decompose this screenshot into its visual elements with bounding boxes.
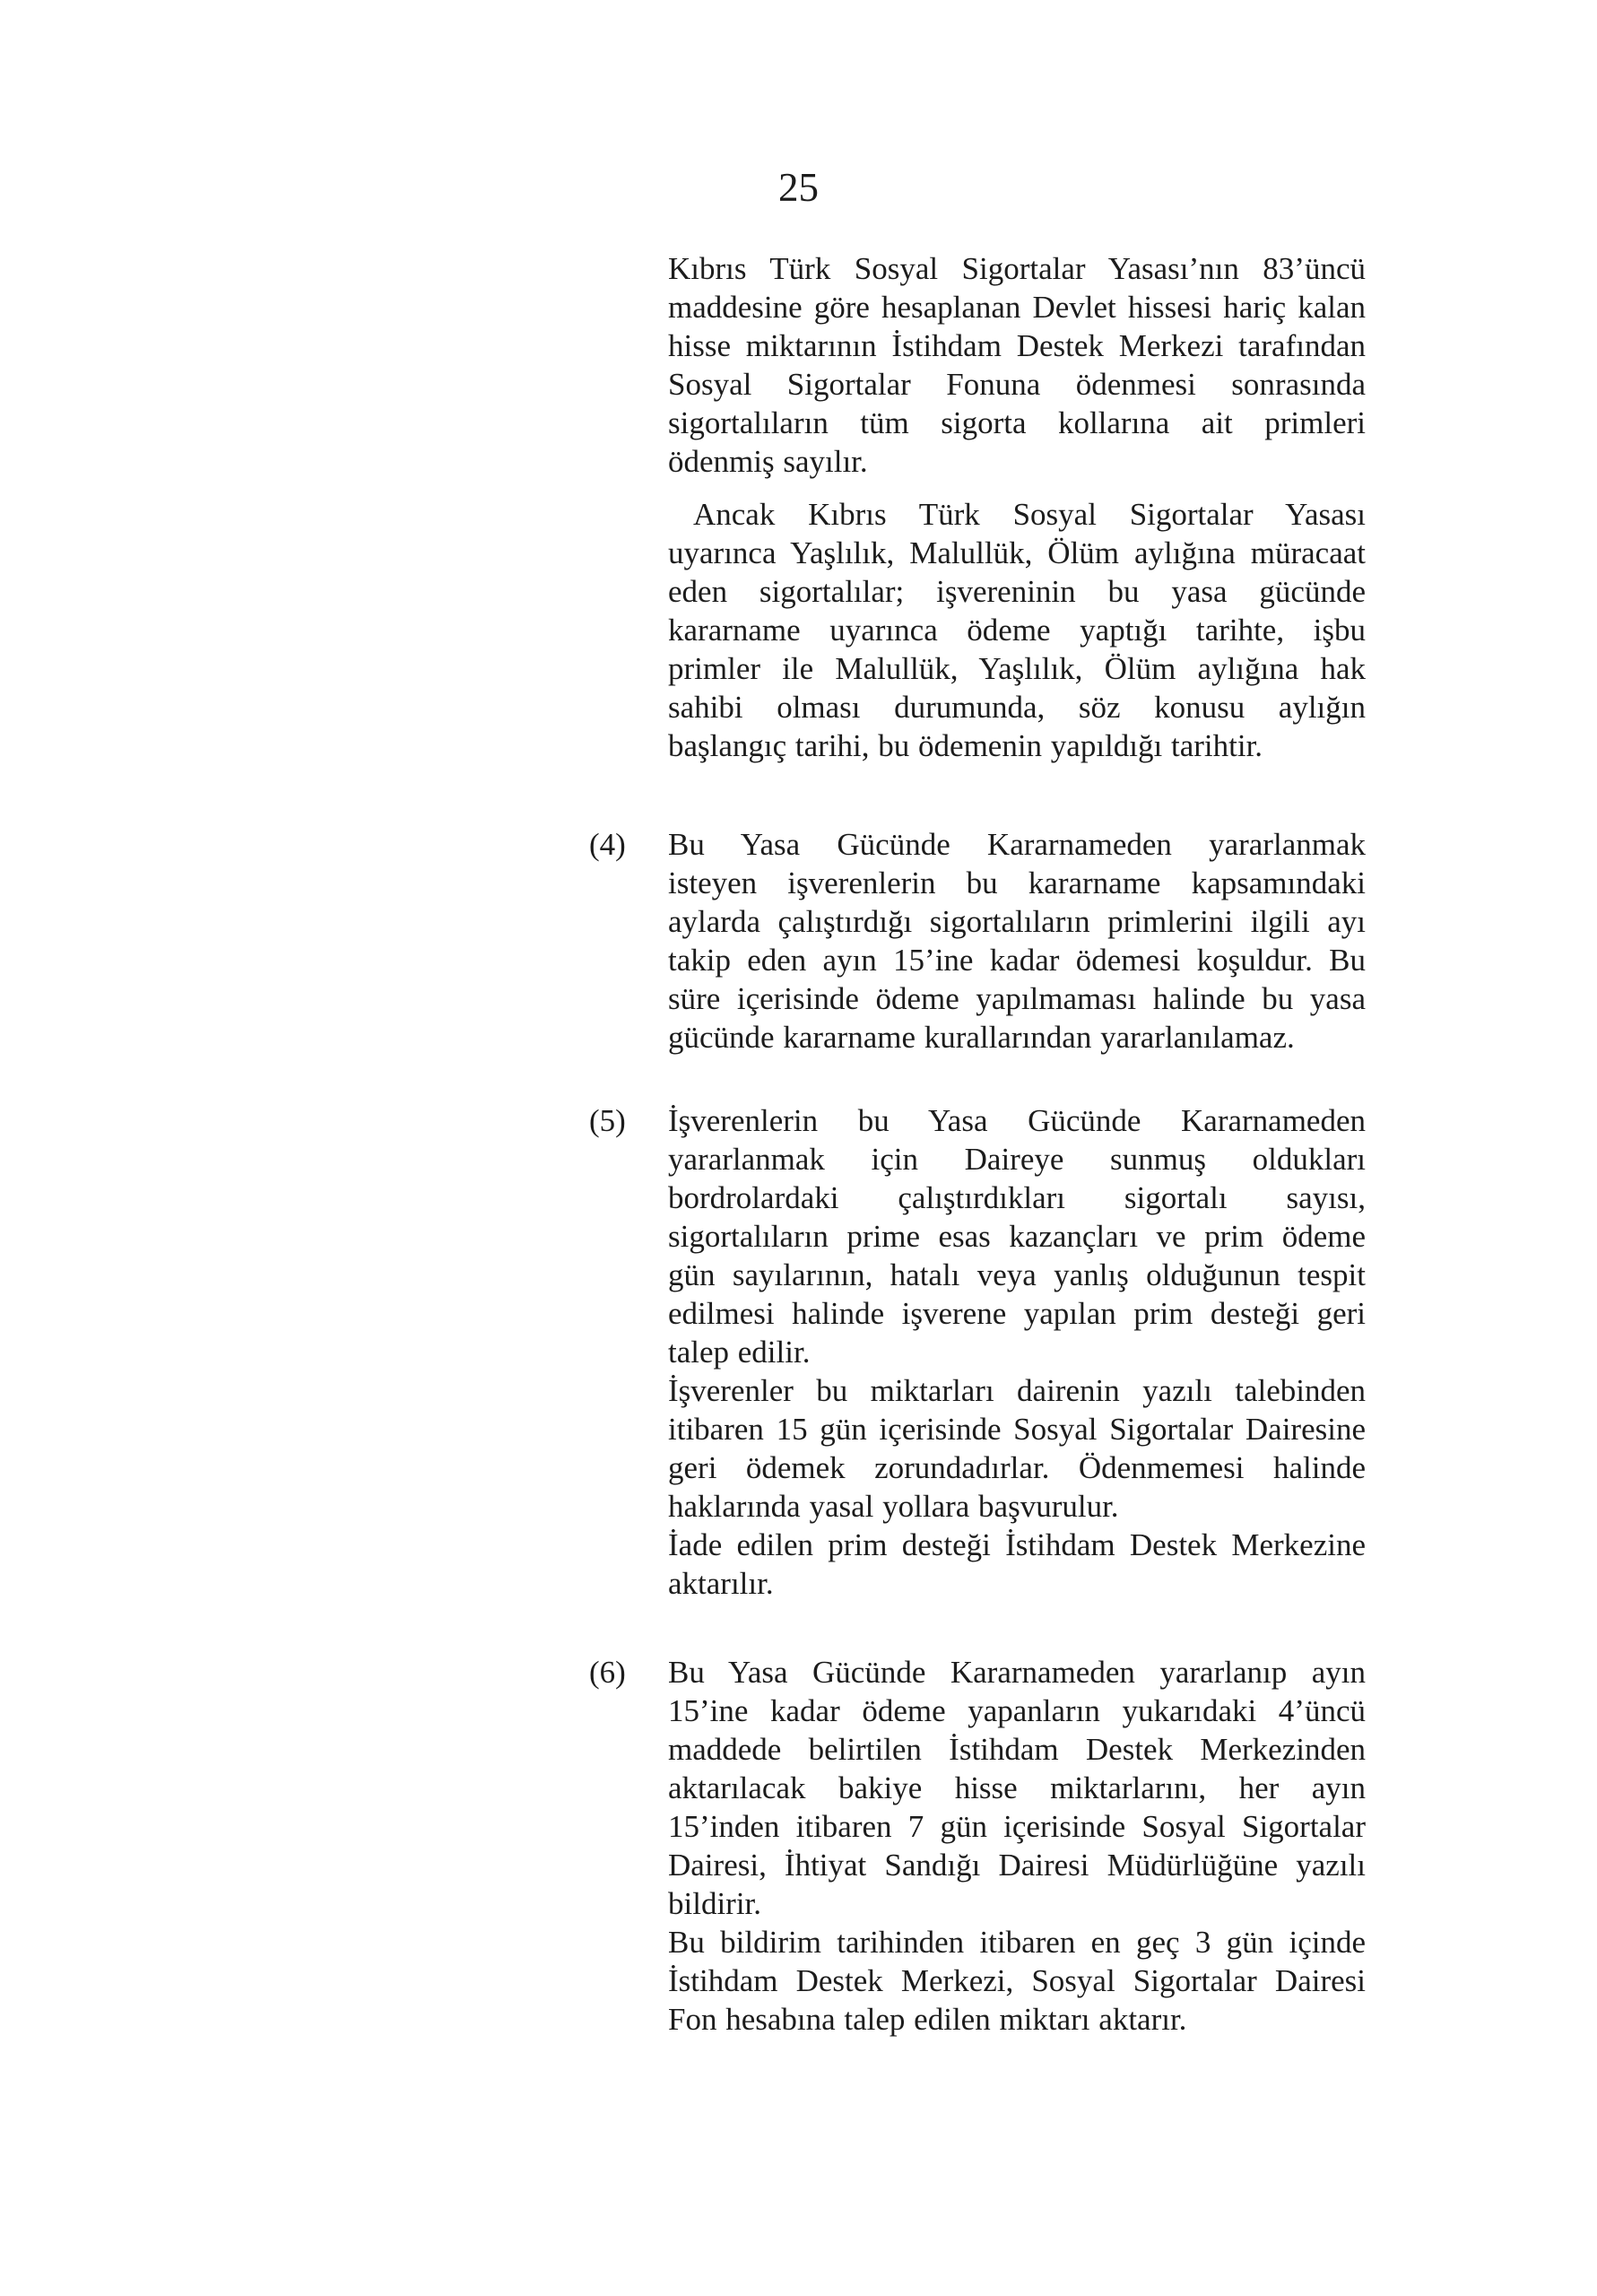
text-line: ödenmiş sayılır. <box>668 444 868 479</box>
text-line: geri ödemek zorundadırlar. Ödenmemesi halinde <box>668 1450 1366 1485</box>
paragraph <box>668 249 1366 481</box>
text-line: yararlanmak için Daireye sunmuş oldukları <box>668 1142 1366 1177</box>
text-line: sigortalıların tüm sigorta kollarına ait primleri <box>668 405 1366 440</box>
clause-item <box>589 825 1366 1057</box>
text-line: Sosyal Sigortalar Fonuna ödenmesi sonrasında <box>668 367 1366 402</box>
text-line: Dairesi, İhtiyat Sandığı Dairesi Müdürlüğüne yazılı <box>668 1848 1366 1883</box>
paragraph <box>668 1653 1366 1923</box>
text-line: İşverenler bu miktarları dairenin yazılı talebinden <box>668 1373 1366 1408</box>
text-line: sigortalıların prime esas kazançları ve prim ödeme <box>668 1219 1366 1254</box>
text-line: süre içerisinde ödeme yapılmaması halinde bu yasa <box>668 981 1366 1016</box>
text-line: İşverenlerin bu Yasa Gücünde Kararnameden <box>668 1103 1366 1138</box>
text-line: Fon hesabına talep edilen miktarı aktarır. <box>668 2002 1187 2037</box>
text-line: gün sayılarının, hatalı veya yanlış olduğunun tespit <box>668 1257 1366 1292</box>
paragraph <box>668 1923 1366 2039</box>
text-line: haklarında yasal yollara başvurulur. <box>668 1489 1119 1524</box>
text-line: bildirir. <box>668 1886 762 1921</box>
text-line: İade edilen prim desteği İstihdam Destek Merkezine <box>668 1527 1366 1562</box>
text-line: Kıbrıs Türk Sosyal Sigortalar Yasası’nın 83’üncü <box>668 251 1366 286</box>
text-line: isteyen işverenlerin bu kararname kapsamındaki <box>668 865 1366 900</box>
paragraph <box>668 495 1366 765</box>
text-line: itibaren 15 gün içerisinde Sosyal Sigortalar Dairesine <box>668 1412 1366 1447</box>
clause-body <box>668 1101 1366 1603</box>
clause-item <box>589 1101 1366 1603</box>
paragraph <box>668 1526 1366 1603</box>
paragraph <box>668 1371 1366 1526</box>
clause-item <box>589 1653 1366 2039</box>
text-line: Bu Yasa Gücünde Kararnameden yararlanıp ayın <box>668 1655 1366 1690</box>
clause-body <box>668 1653 1366 2039</box>
text-line: Ancak Kıbrıs Türk Sosyal Sigortalar Yasası <box>693 497 1366 532</box>
clause-number: (6) <box>589 1655 626 1690</box>
text-line: İstihdam Destek Merkezi, Sosyal Sigortalar Dairesi <box>668 1963 1366 1998</box>
clause-number: (5) <box>589 1103 626 1138</box>
paragraph <box>668 1101 1366 1371</box>
text-line: maddesine göre hesaplanan Devlet hissesi hariç kalan <box>668 290 1366 325</box>
text-line: Bu bildirim tarihinden itibaren en geç 3 gün içinde <box>668 1925 1366 1960</box>
text-line: kararname uyarınca ödeme yaptığı tarihte, işbu <box>668 613 1366 648</box>
text-line: primler ile Malullük, Yaşlılık, Ölüm aylığına hak <box>668 651 1366 686</box>
page-number: 25 <box>778 165 819 210</box>
text-line: bordrolardaki çalıştırdıkları sigortalı sayısı, <box>668 1180 1366 1215</box>
text-line: takip eden ayın 15’ine kadar ödemesi koşuldur. Bu <box>668 943 1366 978</box>
text-line: başlangıç tarihi, bu ödemenin yapıldığı tarihtir. <box>668 728 1263 763</box>
clause-body <box>668 825 1366 1057</box>
text-line: uyarınca Yaşlılık, Malullük, Ölüm aylığına müracaat <box>668 535 1366 570</box>
text-line: aylarda çalıştırdığı sigortalıların primlerini ilgili ayı <box>668 904 1366 939</box>
clause-number: (4) <box>589 827 626 862</box>
text-line: 15’inden itibaren 7 gün içerisinde Sosyal Sigortalar <box>668 1809 1366 1844</box>
text-line: 15’ine kadar ödeme yapanların yukarıdaki 4’üncü <box>668 1693 1366 1728</box>
text-line: maddede belirtilen İstihdam Destek Merkezinden <box>668 1732 1366 1767</box>
intro-paragraphs <box>668 249 1366 765</box>
paragraph <box>668 825 1366 1057</box>
clause-list <box>589 825 1366 2039</box>
text-line: edilmesi halinde işverene yapılan prim desteği geri <box>668 1296 1366 1331</box>
text-line: aktarılır. <box>668 1566 774 1601</box>
text-line: talep edilir. <box>668 1335 811 1370</box>
text-line: hisse miktarının İstihdam Destek Merkezi tarafından <box>668 328 1366 363</box>
text-line: eden sigortalılar; işvereninin bu yasa gücünde <box>668 574 1366 609</box>
text-line: Bu Yasa Gücünde Kararnameden yararlanmak <box>668 827 1366 862</box>
text-line: sahibi olması durumunda, söz konusu aylığın <box>668 690 1366 725</box>
text-line: gücünde kararname kurallarından yararlanılamaz. <box>668 1020 1295 1055</box>
text-line: aktarılacak bakiye hisse miktarlarını, her ayın <box>668 1770 1366 1805</box>
